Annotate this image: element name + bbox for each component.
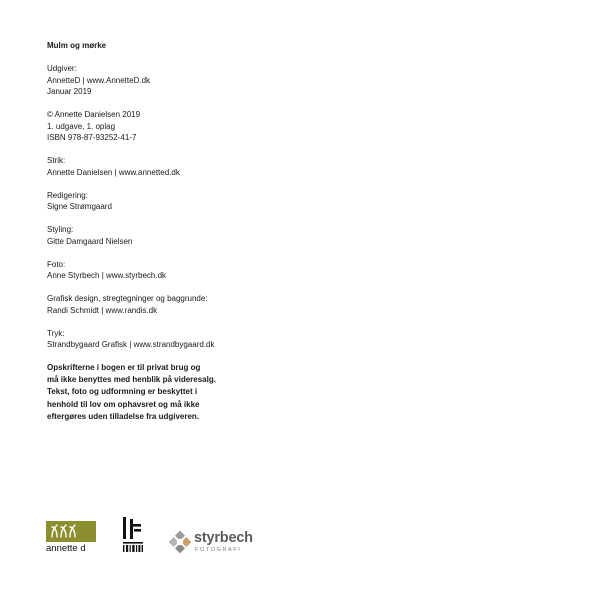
colophon-text (47, 40, 347, 423)
print-label: Tryk: (47, 328, 65, 338)
annette-logo-text: annette d (46, 543, 86, 554)
design-block (47, 293, 347, 316)
styrbech-logo-word: styrbech (194, 530, 253, 546)
styrbech-logo-sub: FOTOGRAFI (195, 547, 242, 553)
design-value: Randi Schmidt | www.randis.dk (47, 305, 158, 315)
print-value: Strandbygaard Grafisk | www.strandbygaard.dk (47, 340, 215, 349)
styrbech-diamond-logo-icon (168, 530, 194, 556)
publisher-block (47, 63, 347, 98)
publisher-label: Udgiver: (47, 64, 77, 73)
styrbech-logo (168, 528, 258, 558)
edition-line: 1. udgave, 1. oplag (47, 121, 116, 131)
notice-line: eftergøres uden tilladelse fra udgiveren. (47, 411, 200, 421)
photo-block (47, 259, 347, 282)
strandbygaard-mark-logo-icon (121, 517, 145, 553)
photo-label: Foto: (47, 259, 66, 269)
knitting-value: Annette Danielsen | www.annetted.dk (47, 167, 180, 177)
rights-block (47, 109, 347, 144)
editing-label: Redigering: (47, 190, 88, 200)
editing-block (47, 190, 347, 213)
publisher-name: AnnetteD | www.AnnetteD.dk (47, 75, 151, 85)
notice-line: Opskrifterne i bogen er til privat brug og (47, 363, 201, 372)
annette-d-logo (46, 521, 96, 553)
notice-line: Tekst, foto og udformning er beskyttet i (47, 387, 198, 397)
knitting-stitch-logo-icon (46, 521, 96, 542)
design-label: Grafisk design, stregtegninger og baggrunde: (47, 294, 208, 303)
notice-line: må ikke benyttes med henblik på videresalg. (47, 375, 216, 385)
print-block (47, 328, 347, 351)
photo-value: Anne Styrbech | www.styrbech.dk (47, 271, 167, 280)
isbn-line: ISBN 978-87-93252-41-7 (47, 133, 137, 142)
knitting-block (47, 155, 347, 178)
copyright-notice (47, 362, 347, 423)
copyright-line: © Annette Danielsen 2019 (47, 110, 141, 119)
publisher-date: Januar 2019 (47, 87, 92, 96)
book-title: Mulm og mørke (47, 41, 107, 50)
knitting-label: Strik: (47, 156, 66, 165)
editing-value: Signe Strømgaard (47, 202, 112, 211)
styling-block (47, 224, 347, 247)
styling-value: Gitte Damgaard Nielsen (47, 236, 133, 246)
notice-line: henhold til lov om ophavsret og må ikke (47, 399, 200, 409)
styling-label: Styling: (47, 225, 74, 234)
